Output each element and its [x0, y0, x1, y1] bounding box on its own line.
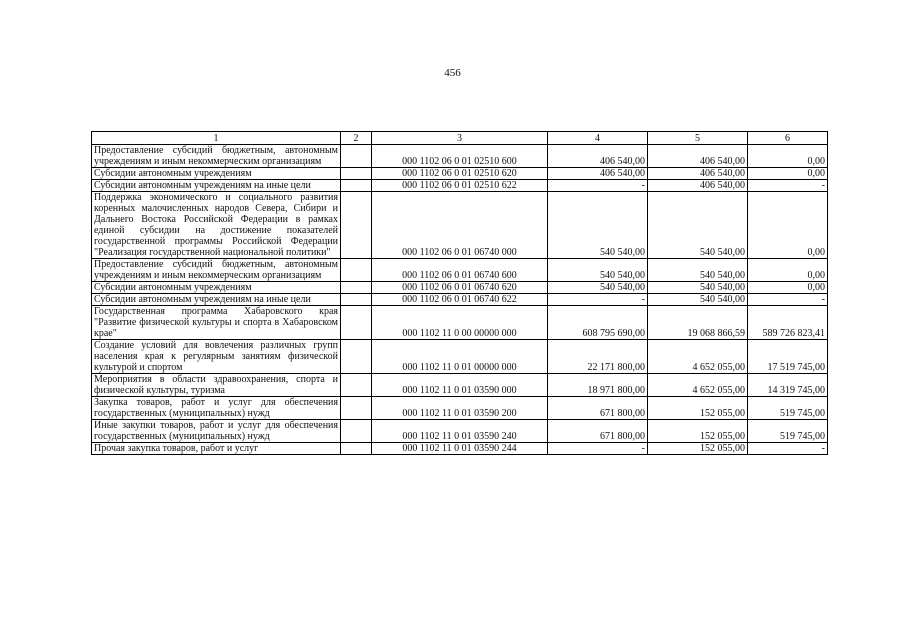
row-description: Закупка товаров, работ и услуг для обеспечения государственных (муниципальных) нужд [92, 397, 341, 420]
row-col4: 671 800,00 [548, 397, 648, 420]
header-col-5: 5 [648, 132, 748, 145]
row-col2 [341, 192, 372, 259]
row-col5: 406 540,00 [648, 145, 748, 168]
row-col4: 406 540,00 [548, 168, 648, 180]
row-col5: 406 540,00 [648, 168, 748, 180]
row-col4: - [548, 294, 648, 306]
row-col2 [341, 306, 372, 340]
row-description: Субсидии автономным учреждениям на иные цели [92, 180, 341, 192]
row-description: Создание условий для вовлечения различных групп населения края к регулярным занятиям физической культурой и спортом [92, 340, 341, 374]
header-row [92, 132, 828, 145]
row-col5: 4 652 055,00 [648, 374, 748, 397]
row-col5: 540 540,00 [648, 282, 748, 294]
row-col6: 0,00 [748, 282, 828, 294]
row-description: Субсидии автономным учреждениям на иные цели [92, 294, 341, 306]
row-code: 000 1102 11 0 01 03590 244 [372, 443, 548, 455]
row-col2 [341, 259, 372, 282]
row-col6: - [748, 180, 828, 192]
row-col2 [341, 397, 372, 420]
row-code: 000 1102 11 0 01 03590 000 [372, 374, 548, 397]
budget-table [91, 131, 828, 455]
row-col2 [341, 374, 372, 397]
table-row [92, 443, 828, 455]
row-col5: 152 055,00 [648, 420, 748, 443]
row-col4: 540 540,00 [548, 192, 648, 259]
row-description: Предоставление субсидий бюджетным, автономным учреждениям и иным некоммерческим организациям [92, 145, 341, 168]
row-col2 [341, 443, 372, 455]
row-col5: 152 055,00 [648, 397, 748, 420]
row-description: Субсидии автономным учреждениям [92, 282, 341, 294]
table-row [92, 192, 828, 259]
row-col6: - [748, 443, 828, 455]
row-description: Мероприятия в области здравоохранения, спорта и физической культуры, туризма [92, 374, 341, 397]
row-code: 000 1102 06 0 01 06740 622 [372, 294, 548, 306]
header-col-3: 3 [372, 132, 548, 145]
row-col4: 22 171 800,00 [548, 340, 648, 374]
table-row [92, 168, 828, 180]
row-col2 [341, 340, 372, 374]
row-col5: 4 652 055,00 [648, 340, 748, 374]
table-row [92, 340, 828, 374]
row-code: 000 1102 06 0 01 06740 600 [372, 259, 548, 282]
row-col6: 17 519 745,00 [748, 340, 828, 374]
page-number: 456 [444, 67, 461, 79]
row-col4: 406 540,00 [548, 145, 648, 168]
row-col5: 406 540,00 [648, 180, 748, 192]
row-col4: 608 795 690,00 [548, 306, 648, 340]
row-col6: 0,00 [748, 259, 828, 282]
row-col4: 540 540,00 [548, 282, 648, 294]
row-col2 [341, 420, 372, 443]
row-col6: 519 745,00 [748, 397, 828, 420]
row-col4: - [548, 180, 648, 192]
row-col4: - [548, 443, 648, 455]
header-col-6: 6 [748, 132, 828, 145]
row-code: 000 1102 11 0 01 03590 200 [372, 397, 548, 420]
row-code: 000 1102 06 0 01 02510 620 [372, 168, 548, 180]
row-description: Прочая закупка товаров, работ и услуг [92, 443, 341, 455]
row-col2 [341, 180, 372, 192]
header-col-2: 2 [341, 132, 372, 145]
table-row [92, 180, 828, 192]
table-row [92, 282, 828, 294]
row-col2 [341, 282, 372, 294]
row-description: Поддержка экономического и социального развития коренных малочисленных народов Севера, Сибири и Дальнего Востока Российской Федерации в рамках единой субсидии на достижение показателей государственной программы Российской Федерации "Реализация государственной национальной политики" [92, 192, 341, 259]
table-row [92, 420, 828, 443]
row-col4: 671 800,00 [548, 420, 648, 443]
row-col5: 540 540,00 [648, 192, 748, 259]
row-col6: 0,00 [748, 145, 828, 168]
table-row [92, 259, 828, 282]
row-description: Субсидии автономным учреждениям [92, 168, 341, 180]
table-row [92, 145, 828, 168]
row-code: 000 1102 11 0 01 00000 000 [372, 340, 548, 374]
row-col6: 0,00 [748, 168, 828, 180]
table-row [92, 306, 828, 340]
row-code: 000 1102 11 0 01 03590 240 [372, 420, 548, 443]
row-col4: 18 971 800,00 [548, 374, 648, 397]
row-col6: 519 745,00 [748, 420, 828, 443]
row-col2 [341, 145, 372, 168]
row-col5: 540 540,00 [648, 294, 748, 306]
row-col2 [341, 168, 372, 180]
table-row [92, 397, 828, 420]
row-col2 [341, 294, 372, 306]
row-col6: 589 726 823,41 [748, 306, 828, 340]
header-col-1: 1 [92, 132, 341, 145]
row-col4: 540 540,00 [548, 259, 648, 282]
row-col6: 14 319 745,00 [748, 374, 828, 397]
row-col5: 540 540,00 [648, 259, 748, 282]
table-row [92, 374, 828, 397]
table-row [92, 294, 828, 306]
row-description: Предоставление субсидий бюджетным, автономным учреждениям и иным некоммерческим организациям [92, 259, 341, 282]
row-code: 000 1102 06 0 01 06740 000 [372, 192, 548, 259]
header-col-4: 4 [548, 132, 648, 145]
row-col6: - [748, 294, 828, 306]
row-description: Иные закупки товаров, работ и услуг для обеспечения государственных (муниципальных) нужд [92, 420, 341, 443]
row-col6: 0,00 [748, 192, 828, 259]
row-code: 000 1102 06 0 01 02510 622 [372, 180, 548, 192]
row-col5: 19 068 866,59 [648, 306, 748, 340]
row-code: 000 1102 06 0 01 06740 620 [372, 282, 548, 294]
row-description: Государственная программа Хабаровского края "Развитие физической культуры и спорта в Хабаровском крае" [92, 306, 341, 340]
row-code: 000 1102 06 0 01 02510 600 [372, 145, 548, 168]
row-code: 000 1102 11 0 00 00000 000 [372, 306, 548, 340]
row-col5: 152 055,00 [648, 443, 748, 455]
